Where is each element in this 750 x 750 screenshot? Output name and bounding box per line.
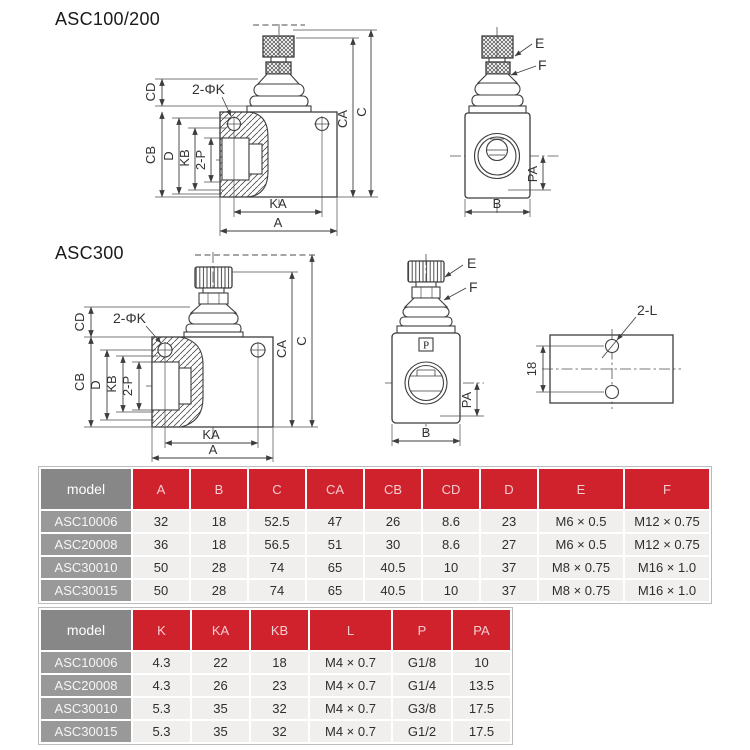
value-cell: 23 <box>481 511 537 532</box>
value-cell: 5.3 <box>133 721 190 742</box>
column-header: L <box>310 610 391 650</box>
dim-label-2-phi-k: 2-ΦK <box>113 310 146 326</box>
value-cell: 40.5 <box>365 580 421 601</box>
column-header-model: model <box>41 469 131 509</box>
port-opening <box>222 138 249 180</box>
column-header: P <box>393 610 451 650</box>
value-cell: 32 <box>251 698 308 719</box>
port-marking-p: P <box>422 339 430 352</box>
flange-ring-1 <box>403 307 449 317</box>
column-header: E <box>539 469 623 509</box>
dim-label-a: A <box>208 442 218 457</box>
hex-nut <box>199 293 228 304</box>
value-cell: 8.6 <box>423 511 479 532</box>
value-cell: 32 <box>251 721 308 742</box>
value-cell: 30 <box>365 534 421 555</box>
dim-label-pa: PA <box>459 391 474 409</box>
dim-label-ca: CA <box>274 339 289 359</box>
asc300-side-view <box>385 254 484 446</box>
part-label-e: E <box>467 255 477 271</box>
value-cell: 18 <box>191 534 247 555</box>
adjust-knob <box>397 261 455 333</box>
column-header: KB <box>251 610 308 650</box>
value-cell: 23 <box>251 675 308 696</box>
table-row <box>41 557 709 578</box>
knob-skirt <box>191 304 236 313</box>
knob-base-plate <box>469 106 526 113</box>
part-label-f: F <box>538 57 547 73</box>
dim-label-18: 18 <box>524 361 539 377</box>
knob-cap <box>482 36 513 58</box>
table-row <box>41 580 709 601</box>
header-row <box>41 610 510 650</box>
column-header: C <box>249 469 305 509</box>
value-cell: 40.5 <box>365 557 421 578</box>
dim-label-2p: 2-P <box>120 375 135 397</box>
dim-label-c: C <box>294 336 309 346</box>
leader-e <box>445 265 463 277</box>
mounting-plate-view <box>524 302 681 409</box>
knob-cap <box>263 36 294 57</box>
knob-base-plate <box>397 326 455 333</box>
table-row <box>41 698 510 719</box>
table-row <box>41 534 709 555</box>
table-row <box>41 652 510 673</box>
value-cell: 5.3 <box>133 698 190 719</box>
value-cell: 10 <box>423 580 479 601</box>
knob-skirt <box>258 74 299 84</box>
column-header: B <box>191 469 247 509</box>
value-cell: 22 <box>192 652 249 673</box>
value-cell: 51 <box>307 534 363 555</box>
value-cell: 28 <box>191 580 247 601</box>
value-cell: M4 × 0.7 <box>310 652 391 673</box>
dim-label-2-phi-k: 2-ΦK <box>192 81 225 97</box>
value-cell: 65 <box>307 580 363 601</box>
knob-skirt <box>405 298 447 307</box>
series-title-asc100-200: ASC100/200 <box>55 9 161 29</box>
table-row <box>41 511 709 532</box>
value-cell: 4.3 <box>133 652 190 673</box>
dimension-table-2 <box>38 607 513 745</box>
asc100-200-side-view <box>450 27 560 217</box>
value-cell: 50 <box>133 557 189 578</box>
value-cell: 26 <box>192 675 249 696</box>
flange-ring-1 <box>475 83 520 95</box>
model-cell: ASC30010 <box>41 557 131 578</box>
column-header: CB <box>365 469 421 509</box>
dim-label-a: A <box>273 215 283 230</box>
dim-label-kb: KB <box>104 375 119 393</box>
adjust-knob <box>247 36 311 113</box>
value-cell: 52.5 <box>249 511 305 532</box>
value-cell: G3/8 <box>393 698 451 719</box>
dim-label-d: D <box>88 380 103 390</box>
leader-f <box>511 66 536 75</box>
flange-ring-2 <box>250 96 308 107</box>
value-cell: 65 <box>307 557 363 578</box>
value-cell: 50 <box>133 580 189 601</box>
value-cell: 74 <box>249 557 305 578</box>
value-cell: 10 <box>423 557 479 578</box>
value-cell: 28 <box>191 557 247 578</box>
model-cell: ASC30015 <box>41 721 131 742</box>
dim-label-ka: KA <box>202 427 220 442</box>
table-row <box>41 721 510 742</box>
value-cell: 18 <box>191 511 247 532</box>
lock-ring <box>486 62 510 74</box>
column-header: A <box>133 469 189 509</box>
dim-label-cb: CB <box>143 145 158 165</box>
model-cell: ASC20008 <box>41 675 131 696</box>
column-header: CA <box>307 469 363 509</box>
port-inner-circle <box>409 366 444 401</box>
value-cell: M12 × 0.75 <box>625 511 709 532</box>
dim-label-d: D <box>161 151 176 161</box>
dim-label-cb: CB <box>72 372 87 392</box>
value-cell: M4 × 0.7 <box>310 721 391 742</box>
value-cell: G1/2 <box>393 721 451 742</box>
header-row <box>41 469 709 509</box>
value-cell: 18 <box>251 652 308 673</box>
value-cell: M16 × 1.0 <box>625 557 709 578</box>
asc300-front-view <box>72 252 318 462</box>
value-cell: 17.5 <box>453 698 510 719</box>
dim-label-cd: CD <box>72 312 87 332</box>
value-cell: 26 <box>365 511 421 532</box>
value-cell: M8 × 0.75 <box>539 580 623 601</box>
dim-label-2l: 2-L <box>637 302 658 318</box>
model-cell: ASC30010 <box>41 698 131 719</box>
flange-ring-2 <box>472 95 523 106</box>
flange-ring-1 <box>189 313 238 324</box>
leader-f <box>444 288 466 300</box>
column-header-model: model <box>41 610 131 650</box>
adjust-knob <box>469 36 526 113</box>
dim-label-b: B <box>421 425 431 440</box>
leader-e <box>515 44 532 56</box>
flange-ring-2 <box>400 317 452 326</box>
port-step <box>249 144 262 174</box>
value-cell: M4 × 0.7 <box>310 675 391 696</box>
adjust-knob <box>184 267 243 337</box>
column-header: KA <box>192 610 249 650</box>
value-cell: 36 <box>133 534 189 555</box>
port-step <box>179 368 191 404</box>
value-cell: 27 <box>481 534 537 555</box>
value-cell: 17.5 <box>453 721 510 742</box>
table-row <box>41 675 510 696</box>
column-header: D <box>481 469 537 509</box>
dim-label-ka: KA <box>269 196 287 211</box>
model-cell: ASC20008 <box>41 534 131 555</box>
value-cell: G1/4 <box>393 675 451 696</box>
column-header: F <box>625 469 709 509</box>
column-header: K <box>133 610 190 650</box>
value-cell: M8 × 0.75 <box>539 557 623 578</box>
value-cell: G1/8 <box>393 652 451 673</box>
asc100-200-front-view <box>143 24 378 236</box>
model-cell: ASC30015 <box>41 580 131 601</box>
value-cell: 37 <box>481 557 537 578</box>
dim-label-2p: 2-P <box>193 149 208 171</box>
knob-cap <box>195 267 232 288</box>
knob-neck <box>416 282 436 287</box>
plate-hole <box>606 386 619 399</box>
dimension-table-1 <box>38 466 712 604</box>
dim-label-b: B <box>492 196 502 211</box>
value-cell: 37 <box>481 580 537 601</box>
value-cell: M6 × 0.5 <box>539 511 623 532</box>
dim-label-cd: CD <box>143 82 158 102</box>
model-cell: ASC10006 <box>41 511 131 532</box>
value-cell: M4 × 0.7 <box>310 698 391 719</box>
knob-neck <box>271 57 286 62</box>
flange-ring-1 <box>254 84 304 96</box>
knob-base-plate <box>184 332 243 337</box>
value-cell: 47 <box>307 511 363 532</box>
model-cell: ASC10006 <box>41 652 131 673</box>
knob-cap <box>408 261 444 282</box>
value-cell: 35 <box>192 698 249 719</box>
value-cell: 74 <box>249 580 305 601</box>
dim-label-kb: KB <box>177 149 192 167</box>
value-cell: 8.6 <box>423 534 479 555</box>
value-cell: 35 <box>192 721 249 742</box>
dim-label-pa: PA <box>525 165 540 183</box>
hex-nut <box>412 287 440 298</box>
dim-label-ca: CA <box>335 109 350 129</box>
value-cell: M6 × 0.5 <box>539 534 623 555</box>
value-cell: M16 × 1.0 <box>625 580 709 601</box>
lock-ring <box>266 62 291 74</box>
knob-neck <box>203 288 224 293</box>
value-cell: 4.3 <box>133 675 190 696</box>
dim-label-c: C <box>354 107 369 117</box>
value-cell: 56.5 <box>249 534 305 555</box>
series-title-asc300: ASC300 <box>55 243 124 263</box>
value-cell: M12 × 0.75 <box>625 534 709 555</box>
value-cell: 32 <box>133 511 189 532</box>
port-opening <box>152 362 179 410</box>
value-cell: 10 <box>453 652 510 673</box>
value-cell: 13.5 <box>453 675 510 696</box>
column-header: PA <box>453 610 510 650</box>
part-label-f: F <box>469 279 478 295</box>
part-label-e: E <box>535 35 545 51</box>
column-header: CD <box>423 469 479 509</box>
